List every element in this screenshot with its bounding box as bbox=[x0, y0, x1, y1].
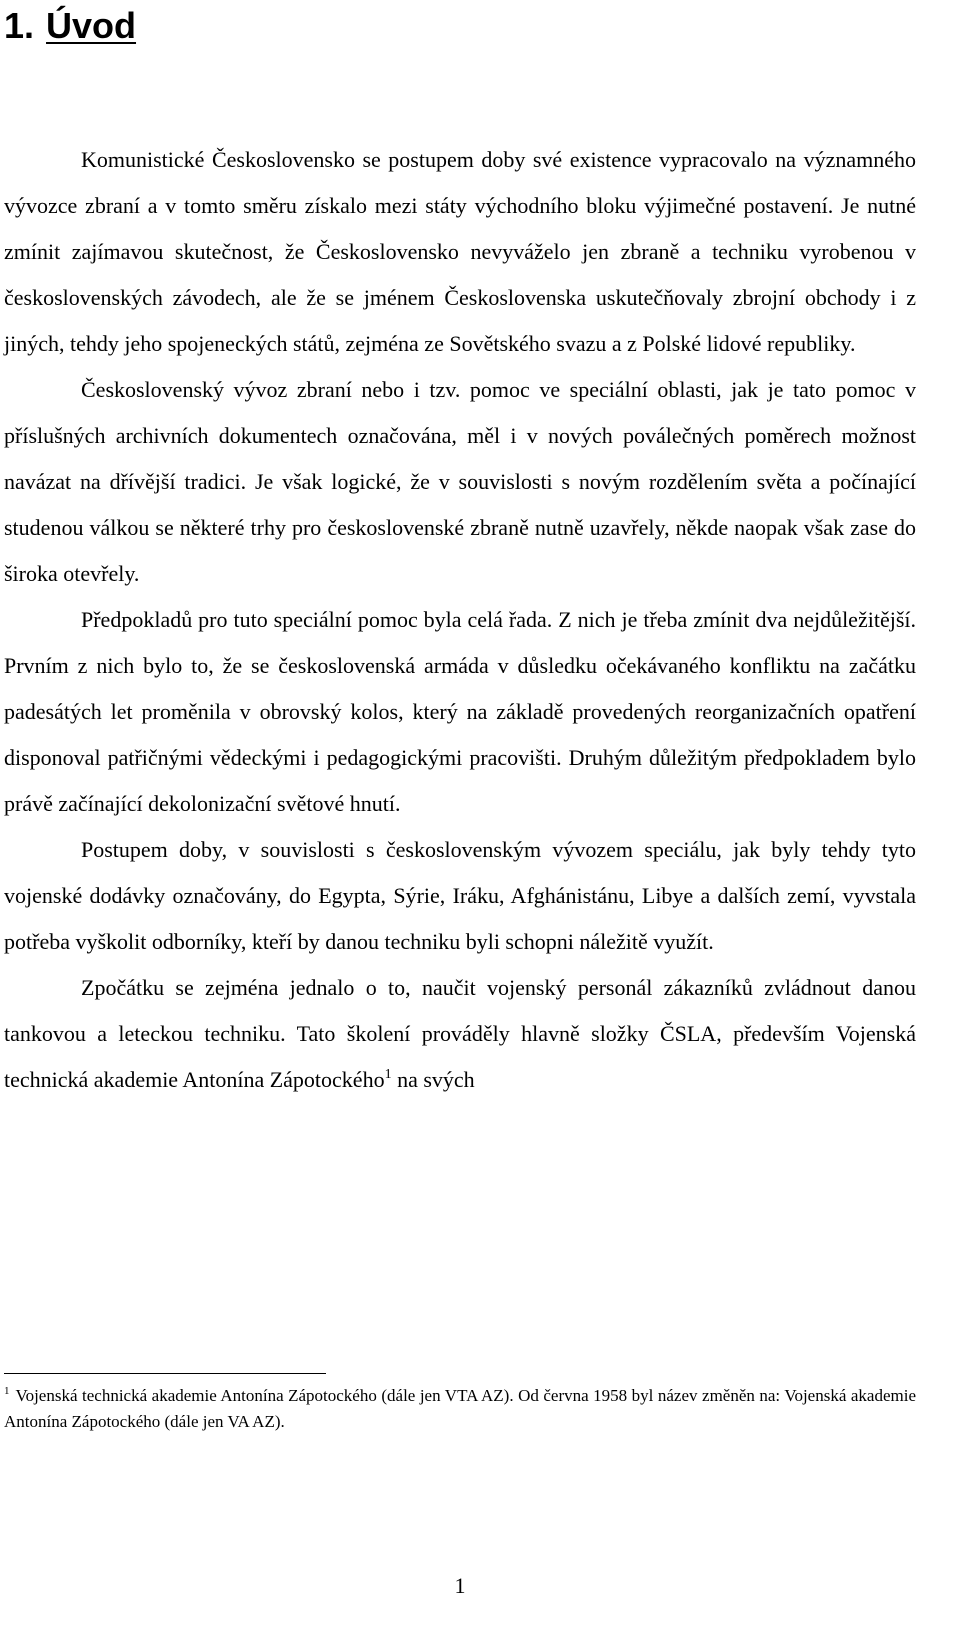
footnote-divider bbox=[4, 1373, 326, 1374]
chapter-heading bbox=[4, 4, 136, 48]
paragraph-training-start bbox=[4, 965, 916, 1103]
paragraph-prerequisites: Předpokladů pro tuto speciální pomoc byla celá řada. Z nich je třeba zmínit dva nejdůležitější. Prvním z nich bylo to, že se československá armáda v důsledku očekávaného konfliktu na začátku padesátých let proměnila v obrovský kolos, který na základě provedených reorganizačních opatření disponoval patřičnými vědeckými i pedagogickými pracovišti. Druhým důležitým předpokladem bylo právě začínající dekolonizační světové hnutí. bbox=[4, 607, 916, 816]
paragraph-export-tradition: Československý vývoz zbraní nebo i tzv. pomoc ve speciální oblasti, jak je tato pomoc v příslušných archivních dokumentech označována, měl i v nových poválečných poměrech možnost navázat na dřívější tradici. Je však logické, že v souvislosti s novým rozdělením světa a počínající studenou válkou se některé trhy pro československé zbraně nutně uzavřely, někde naopak však zase do široka otevřely. bbox=[4, 377, 916, 586]
paragraph-intro: Komunistické Československo se postupem doby své existence vypracovalo na významného vývozce zbraní a v tomto směru získalo mezi státy východního bloku výjimečné postavení. Je nutné zmínit zajímavou skutečnost, že Československo nevyváželo jen zbraně a techniku vyrobenou v československých závodech, ale že se jménem Československa uskutečňovaly zbrojní obchody i z jiných, tehdy jeho spojeneckých států, zejména ze Sovětského svazu a z Polské lidové republiky. bbox=[4, 147, 916, 356]
paragraph-text-continued: na svých bbox=[391, 1067, 475, 1092]
chapter-title: Úvod bbox=[46, 5, 137, 46]
body-text bbox=[4, 137, 916, 1103]
footnote bbox=[4, 1383, 916, 1435]
footnote-reference: 1 bbox=[384, 1067, 392, 1082]
paragraph-training-need: Postupem doby, v souvislosti s československým vývozem speciálu, jak byly tehdy tyto vojenské dodávky označovány, do Egypta, Sýrie, Iráku, Afghánistánu, Libye a dalších zemí, vyvstala potřeba vyškolit odborníky, kteří by danou techniku byli schopni náležitě využít. bbox=[4, 837, 916, 954]
chapter-number: 1. bbox=[4, 5, 35, 46]
footnote-mark: 1 bbox=[4, 1385, 10, 1397]
footnote-text: Vojenská technická akademie Antonína Zápotockého (dále jen VTA AZ). Od června 1958 byl název změněn na: Vojenská akademie Antonína Zápotockého (dále jen VA AZ). bbox=[4, 1386, 916, 1431]
page-number: 1 bbox=[454, 1573, 466, 1598]
paragraph-text: Zpočátku se zejména jednalo o to, naučit vojenský personál zákazníků zvládnout danou tankovou a leteckou techniku. Tato školení prováděly hlavně složky ČSLA, především Vojenská technická akademie Antonína Zápotockého bbox=[4, 975, 916, 1092]
